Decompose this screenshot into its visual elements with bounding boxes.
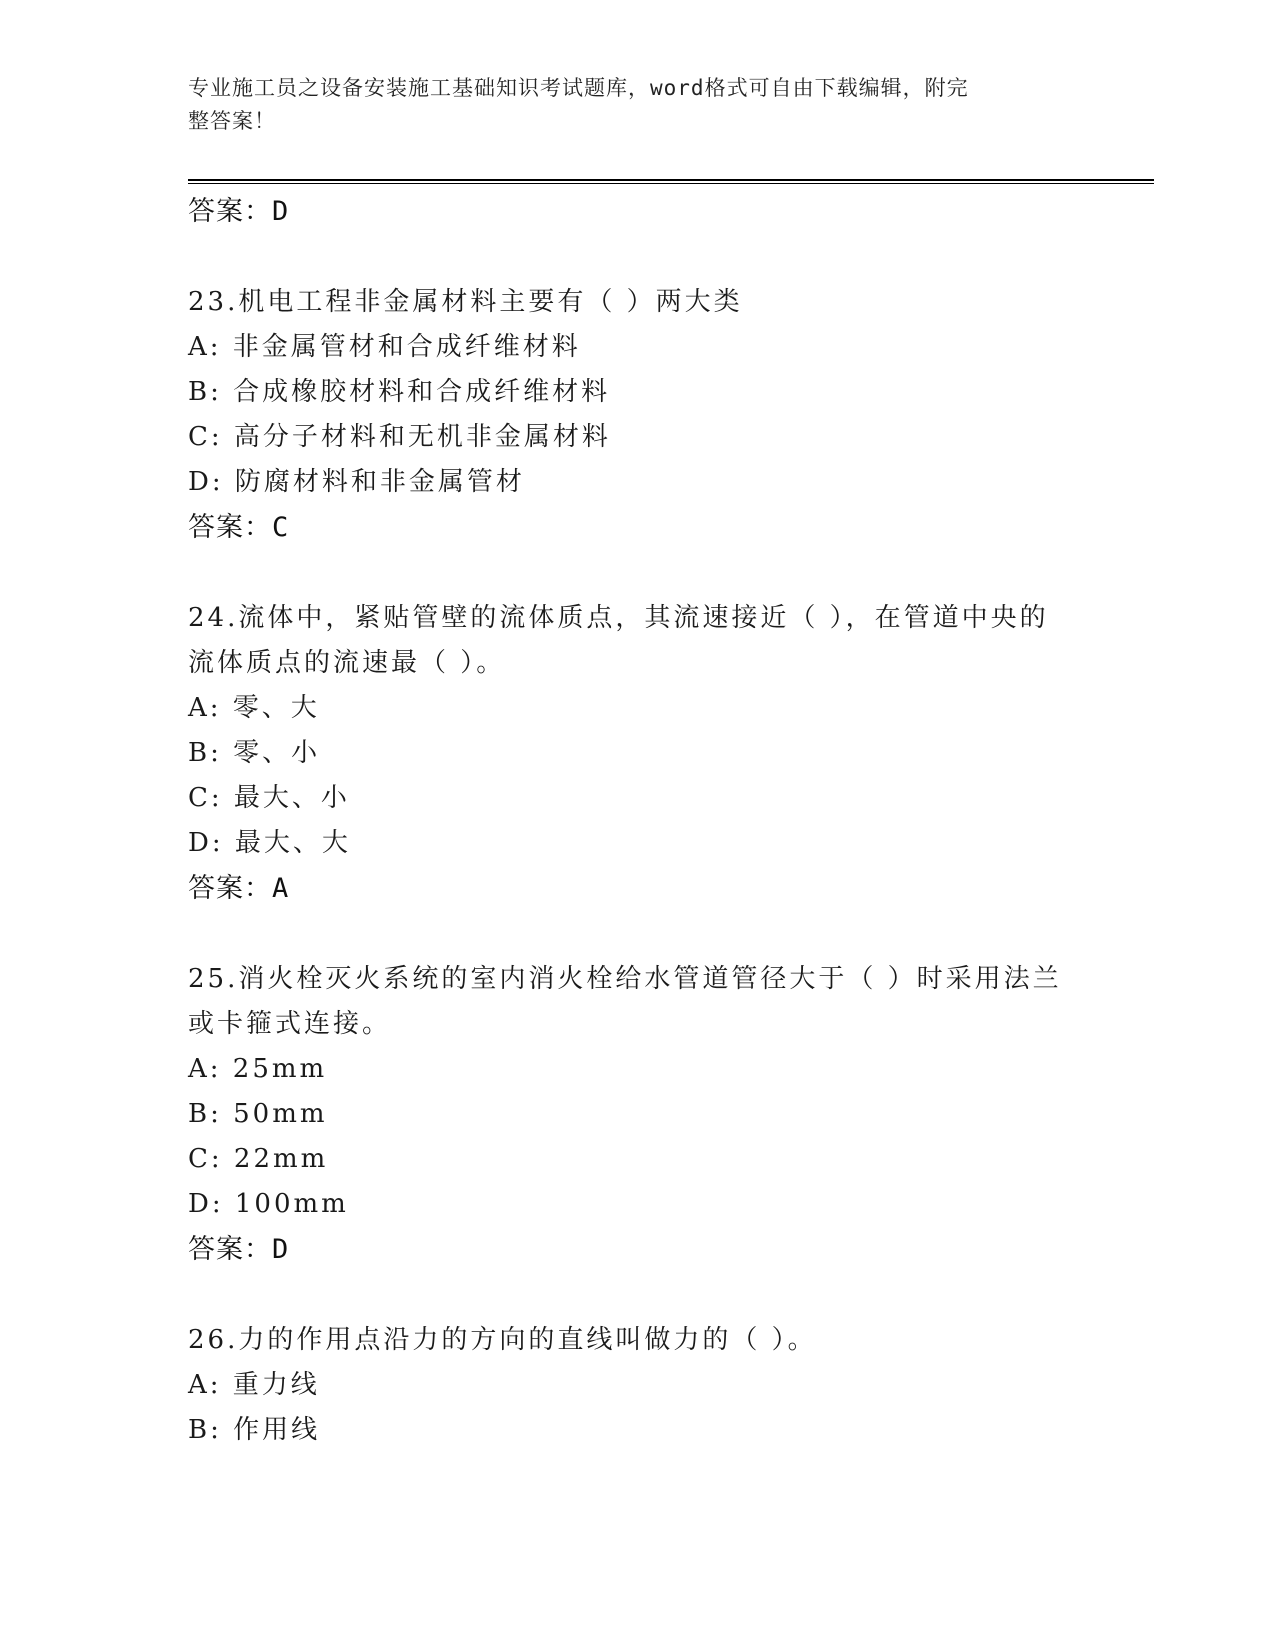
question-list (188, 189, 1088, 1453)
spacer (188, 551, 1088, 596)
option-b: B: 作用线 (188, 1415, 321, 1445)
spacer (188, 912, 1088, 957)
option-a: A: 重力线 (188, 1370, 320, 1400)
question-24 (188, 596, 1088, 912)
option-b: B: 50mm (188, 1099, 328, 1129)
option-d: D: 最大、大 (188, 828, 351, 858)
answer-line: 答案：A (188, 873, 290, 904)
question-stem-continued: 或卡箍式连接。 (188, 1009, 392, 1039)
answer-line: 答案：C (188, 512, 290, 543)
question-stem: 23.机电工程非金属材料主要有（ ）两大类 (188, 287, 743, 317)
question-23 (188, 280, 1088, 551)
answer-line: 答案：D (188, 196, 290, 227)
option-a: A: 零、大 (188, 693, 320, 723)
question-26 (188, 1318, 1088, 1453)
header-divider-thin (188, 183, 1154, 184)
answer-line: 答案：D (188, 1234, 290, 1265)
option-c: C: 最大、小 (188, 783, 350, 813)
option-b: B: 零、小 (188, 738, 321, 768)
header-divider-thick (188, 179, 1154, 181)
document-header (188, 72, 1068, 138)
option-d: D: 100mm (188, 1189, 349, 1219)
option-b: B: 合成橡胶材料和合成纤维材料 (188, 377, 611, 407)
option-d: D: 防腐材料和非金属管材 (188, 467, 525, 497)
option-c: C: 22mm (188, 1144, 329, 1174)
question-stem-continued: 流体质点的流速最（ ）。 (188, 648, 506, 678)
option-a: A: 25mm (188, 1054, 328, 1084)
spacer (188, 235, 1088, 280)
question-25 (188, 957, 1088, 1273)
header-line-2: 整答案！ (188, 109, 276, 133)
question-stem: 25.消火栓灭火系统的室内消火栓给水管道管径大于（ ）时采用法兰 (188, 964, 1062, 994)
option-a: A: 非金属管材和合成纤维材料 (188, 332, 581, 362)
question-stem: 24.流体中，紧贴管壁的流体质点，其流速接近（ ），在管道中央的 (188, 603, 1049, 633)
question-stem: 26.力的作用点沿力的方向的直线叫做力的（ ）。 (188, 1325, 817, 1355)
option-c: C: 高分子材料和无机非金属材料 (188, 422, 611, 452)
header-line-1: 专业施工员之设备安装施工基础知识考试题库，word格式可自由下载编辑，附完 (188, 76, 969, 100)
spacer (188, 1273, 1088, 1318)
